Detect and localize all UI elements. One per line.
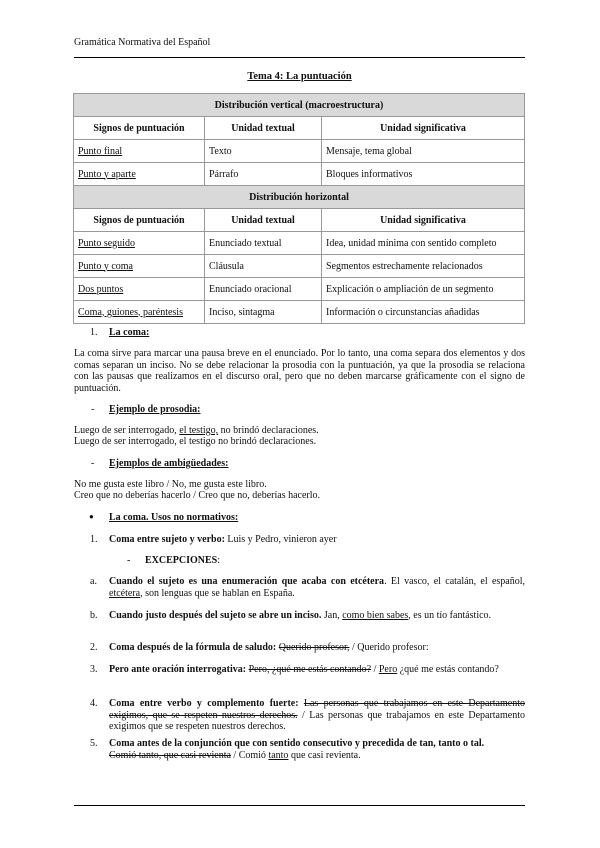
column-header: Unidad significativa [322, 209, 525, 232]
exceptions-heading [145, 555, 596, 567]
text-fragment: ¿qué me estás contando? [399, 664, 499, 675]
bullet-dash: - [91, 404, 95, 415]
table-cell: Segmentos estrechamente relacionados [322, 255, 525, 278]
header-rule [74, 57, 525, 58]
item-label: Cuando el sujeto es una enumeración que acaba con etcétera [109, 576, 385, 587]
table-cell: Información o circunstancias añadidas [322, 301, 525, 324]
table-cell: Coma, guiones, paréntesis [74, 301, 205, 324]
item-number: 4. [90, 698, 98, 709]
exceptions-title: EXCEPCIONES [145, 555, 218, 566]
item-label: Pero ante oración interrogativa: [109, 664, 247, 675]
table-band-vertical [74, 94, 525, 117]
page-title: Tema 4: La puntuación [247, 71, 352, 82]
item-label: Coma después de la fórmula de saludo: [109, 642, 277, 653]
column-header: Unidad textual [205, 117, 322, 140]
text-fragment: / [373, 664, 377, 675]
table-row [74, 232, 525, 255]
item-letter: b. [90, 610, 98, 621]
text-fragment: Jan, [323, 610, 340, 621]
table-header-row [74, 209, 525, 232]
table-cell: Bloques informativos [322, 163, 525, 186]
item-5 [109, 738, 525, 761]
column-header: Signos de puntuación [74, 209, 205, 232]
table-row [74, 278, 525, 301]
table-header-row [74, 117, 525, 140]
prosody-line-2: Luego de ser interrogado, el testigo no brindó declaraciones. [74, 436, 317, 447]
column-header: Signos de puntuación [74, 117, 205, 140]
item-number: 2. [90, 642, 98, 653]
bullet-dash: - [127, 555, 131, 566]
table-cell: Punto final [74, 140, 205, 163]
text-fragment: , es un tío fantástico. [408, 610, 492, 621]
text-fragment: Luego de ser interrogado, [74, 425, 177, 436]
table-row [74, 140, 525, 163]
usos-heading [109, 512, 560, 524]
item-text: Luis y Pedro, vinieron ayer [227, 534, 337, 545]
item-number: 3. [90, 664, 98, 675]
item-label: Coma entre sujeto y verbo: [109, 534, 225, 545]
table-cell: Idea, unidad mínima con sentido completo [322, 232, 525, 255]
text-fragment: no brindó declaraciones. [220, 425, 319, 436]
text-fragment: : [217, 555, 221, 566]
item-label: Cuando justo después del sujeto se abre un inciso. [109, 610, 322, 621]
struck-fragment: Comió tanto, que casi revienta [109, 749, 231, 761]
underlined-fragment: tanto [268, 749, 289, 761]
section-title-text: La coma: [109, 327, 150, 338]
section-title [109, 327, 560, 339]
column-header: Unidad significativa [322, 117, 525, 140]
underlined-fragment: etcétera [109, 587, 141, 599]
table-cell: Punto y coma [74, 255, 205, 278]
item-letter: a. [90, 576, 97, 587]
text-fragment: / Querido profesor: [351, 642, 429, 653]
text-fragment: , son lenguas que se hablan en España. [140, 587, 295, 599]
footer-rule [74, 805, 525, 806]
struck-fragment: Querido profesor, [278, 642, 350, 653]
item-1 [109, 534, 560, 546]
prosody-title: Ejemplo de prosodia: [109, 404, 201, 415]
table-cell: Enunciado textual [205, 232, 322, 255]
ambiguity-title: Ejemplos de ambigüedades: [109, 458, 229, 469]
bullet-dash: - [91, 458, 95, 469]
struck-fragment: Las personas que trabajamos en este Departamento exigimos, que se respeten nuestros derechos. [109, 698, 525, 721]
text-fragment: . El vasco, el catalán, el español, [384, 576, 525, 587]
prosody-line-1 [74, 425, 525, 437]
table-band-title: Distribución vertical (macroestructura) [74, 94, 525, 117]
ambiguity-heading [109, 458, 560, 470]
text-fragment: / Las personas que trabajamos en este Departamento exigimos que se respeten nuestros derechos. [109, 709, 525, 732]
item-3 [109, 664, 525, 676]
section-number: 1. [90, 327, 98, 338]
struck-fragment: Pero, ¿qué me estás contando? [248, 664, 372, 675]
table-cell: Inciso, sintagma [205, 301, 322, 324]
table-cell: Enunciado oracional [205, 278, 322, 301]
item-label: Coma antes de la conjunción que con sentido consecutivo y precedida de tan, tanto o tal. [109, 738, 485, 749]
table-cell: Dos puntos [74, 278, 205, 301]
table-cell: Punto seguido [74, 232, 205, 255]
ambiguity-line-1: No me gusta este libro / No, me gusta este libro. [74, 479, 267, 490]
underlined-fragment: como bien sabes [342, 610, 409, 621]
underlined-fragment: Pero [378, 664, 398, 675]
table-row [74, 255, 525, 278]
ambiguity-line-2: Creo que no deberías hacerlo / Creo que no, deberías hacerlo. [74, 490, 321, 501]
prosody-heading [109, 404, 560, 416]
usos-title: La coma. Usos no normativos: [109, 512, 239, 523]
item-number: 5. [90, 738, 98, 749]
table-cell: Cláusula [205, 255, 322, 278]
text-fragment: que casi revienta. [290, 749, 361, 761]
bullet-dot: ● [89, 512, 94, 521]
running-header: Gramática Normativa del Español [74, 37, 211, 48]
table-cell: Párrafo [205, 163, 322, 186]
item-4 [109, 698, 525, 733]
column-header: Unidad textual [205, 209, 322, 232]
section-paragraph: La coma sirve para marcar una pausa breve en el enunciado. Por lo tanto, una coma separa dos elementos y dos comas separan un inciso. No se debe relacionar la prosodia con la puntuación, ya que la prosodia se relaciona con las pausas que realizamos en el discurso oral, pero que no deben marcarse gráficamente con el signo de puntuación. [74, 348, 525, 394]
text-fragment: / Comió [233, 749, 266, 761]
item-2 [109, 642, 525, 654]
table-cell: Mensaje, tema global [322, 140, 525, 163]
table-cell: Texto [205, 140, 322, 163]
item-b [109, 610, 525, 622]
table-row [74, 301, 525, 324]
table-cell: Explicación o ampliación de un segmento [322, 278, 525, 301]
table-row [74, 163, 525, 186]
item-number: 1. [90, 534, 98, 545]
punctuation-table [73, 93, 525, 324]
table-band-horizontal [74, 186, 525, 209]
table-band-title: Distribución horizontal [74, 186, 525, 209]
item-a [109, 576, 525, 599]
item-label: Coma entre verbo y complemento fuerte: [109, 698, 299, 709]
table-cell: Punto y aparte [74, 163, 205, 186]
underlined-fragment: el testigo, [179, 425, 219, 436]
